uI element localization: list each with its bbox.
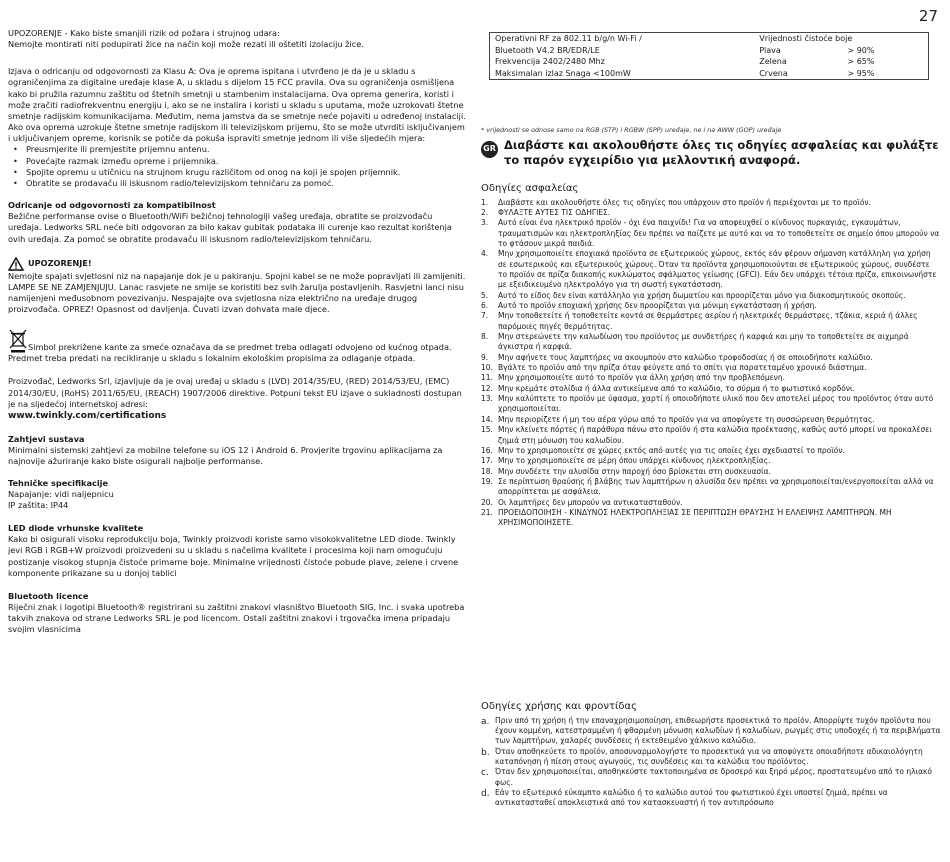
item-number: 1. bbox=[481, 197, 489, 207]
tech-line: Napajanje: vidi naljepnicu bbox=[8, 488, 114, 499]
item-number: 16. bbox=[481, 445, 493, 455]
list-item bbox=[481, 747, 941, 768]
item-number: d. bbox=[481, 789, 490, 799]
list-item bbox=[481, 249, 941, 290]
list-item bbox=[481, 788, 941, 809]
list-item: • Obratite se prodavaču ili iskusnom radio/televizijskom tehničaru za pomoć. bbox=[26, 178, 466, 189]
greek-heading bbox=[481, 138, 941, 167]
safety-list bbox=[481, 198, 941, 529]
item-number: 8. bbox=[481, 332, 489, 342]
list-item bbox=[481, 291, 941, 301]
list-item bbox=[481, 456, 941, 466]
item-text: Αυτό το προϊόν εποχιακή χρήσης δεν προορίζεται για μόνιμη εγκατάσταση ή χρήση. bbox=[498, 301, 817, 311]
list-item bbox=[481, 353, 941, 363]
item-number: 6. bbox=[481, 301, 489, 311]
list-item bbox=[481, 425, 941, 446]
measures-list bbox=[8, 144, 466, 189]
system-text: Minimalni sistemski zahtjevi za mobilne telefone su iOS 12 i Android 6. Provjerite trgovinu aplikacijama za najnovije ažuriranje kako biste osigurali najbolje performanse. bbox=[8, 445, 443, 467]
list-item bbox=[481, 373, 941, 383]
spec-cell: Frekvencija 2402/2480 Mhz bbox=[495, 57, 605, 67]
use-section bbox=[481, 700, 941, 809]
item-text: Μην τοποθετείτε ή τοποθετείτε κοντά σε θερμάστρες αερίου ή ηλεκτρικές θερμάστρες, τζάκια, κεριά ή άλλες παρόμοιες πηγές θερμότητας. bbox=[498, 311, 918, 331]
warning-intro-line: UPOZORENJE - Kako biste smanjili rizik od požara i strujnog udara: bbox=[8, 28, 280, 38]
item-text: Όταν αποθηκεύετε το προϊόν, αποσυναρμολογήστε το προσεκτικά για να αποφύγετε οποιαδήποτε αδικαιολόγητη καταπόνηση ή πίεση στους αγωγούς, τις συνδέσεις και τα καλώδια του προϊόντος. bbox=[495, 746, 923, 766]
warning-intro-line: Nemojte montirati niti podupirati žice na način koji može rezati ili oštetiti izolaciju žice. bbox=[8, 39, 364, 50]
item-text: Μην καλύπτετε το προϊόν με ύφασμα, χαρτί ή οποιοδήποτε υλικό που δεν αποτελεί μέρος του προϊόντος όταν αυτό χρησιμοποιείται. bbox=[498, 394, 934, 414]
item-number: 2. bbox=[481, 207, 489, 217]
item-text: ΦΥΛΑΞΤΕ ΑΥΤΕΣ ΤΙΣ ΟΔΗΓΙΕΣ. bbox=[498, 207, 611, 217]
purity-value: > 90% bbox=[847, 45, 875, 55]
item-number: 17. bbox=[481, 456, 493, 466]
list-item bbox=[481, 716, 941, 747]
item-text: Μην αφήνετε τους λαμπτήρες να ακουμπούν στο καλώδιο τροφοδοσίας ή σε οποιοδήποτε καλώδιο. bbox=[498, 352, 873, 362]
item-text: Μην το χρησιμοποιείτε σε χώρες εκτός από αυτές για τις οποίες έχει σχεδιαστεί το προϊόν. bbox=[498, 445, 845, 455]
warning-heading bbox=[8, 257, 466, 271]
item-number: 14. bbox=[481, 414, 493, 424]
page-number: 27 bbox=[918, 7, 938, 25]
item-number: c. bbox=[481, 768, 489, 779]
item-text: Μην χρησιμοποιείτε εποχιακά προϊόντα σε εξωτερικούς χώρους, εκτός εάν φέρουν σήμανση κατάλληλη για χρήση σε εσωτερικούς και εξωτερικούς χώρους. Όταν τα προϊόντα χρησιμοποιούνται σε εξωτερικούς χώρους, συνδέστε το προϊόν σε πρίζα διακοπής κυκλώματος σφάλματος γείωσης (GFCI). Εάν δεν υπάρχει τέτοια πρίζα, επικοινωνήστε με εξειδικευμένο ηλεκτρολόγο για τη σωστή εγκατάσταση. bbox=[498, 249, 937, 290]
purity-value: > 65% bbox=[847, 57, 875, 67]
spec-cell: Operativni RF za 802.11 b/g/n Wi-Fi / bbox=[495, 34, 642, 43]
list-item bbox=[481, 446, 941, 456]
bt-title: Bluetooth licence bbox=[8, 590, 89, 601]
compat-text: Bežične performanse ovise o Bluetooth/WiFi bežičnoj tehnologiji vašeg uređaja, obratite se proizvođaču uređaja. Ledworks SRL neće biti odgovoran za bilo kakav gubitak podataka ili curenje kao rezultat korištenja ovih uređaja. Za pomoć se obratite prodavaču ili iskusnom radio/televizijskom tehničaru. bbox=[8, 211, 452, 244]
greek-heading-text: Διαβάστε και ακολουθήστε όλες τις οδηγίες ασφαλείας και φυλάξτε το παρόν εγχειρίδιο για μελλοντική αναφορά. bbox=[504, 138, 939, 167]
item-text: Μην κρεμάτε στολίδια ή άλλα αντικείμενα από το καλώδιο, το σύρμα ή το φωτιστικό κορδόνι. bbox=[498, 383, 855, 393]
purity-color: Zelena bbox=[759, 57, 787, 67]
bt-text: Riječni znak i logotipi Bluetooth® registrirani su zaštitni znakovi vlasništvo Bluetooth SIG, Inc. i svaka upotreba takvih znakova od strane Ledworks SRL je pod licencom. Ostali zaštitni znakovi i trgovačka imena pripadaju svojim vlasnicima bbox=[8, 602, 465, 635]
item-text: Πριν από τη χρήση ή την επαναχρησιμοποίηση, επιθεωρήστε προσεκτικά το προϊόν. Απορρίψτε τυχόν προϊόντα που έχουν κομμένη, κατεστραμμένη ή φθαρμένη μόνωση καλωδίων ή καλωδίων, ρωγμές στις υποδοχές ή τα περιβλήματα των λαμπτήρων, χαλαρές συνδέσεις ή εκτεθειμένο χάλκινο καλώδιο. bbox=[495, 715, 941, 746]
list-item: • Spojite opremu u utičnicu na strujnom krugu različitom od onog na koji je spojen prijemnik. bbox=[26, 167, 466, 178]
item-number: 19. bbox=[481, 476, 493, 486]
item-text: Οι λαμπτήρες δεν μπορούν να αντικατασταθούν. bbox=[498, 497, 683, 507]
use-title: Οδηγίες χρήσης και φροντίδας bbox=[481, 701, 637, 712]
item-text: Μην συνδέετε την αλυσίδα στην παροχή όσο βρίσκεται στη συσκευασία. bbox=[498, 466, 772, 476]
table-footnote: * vrijednosti se odnose samo na RGB (STP) i RGBW (SPP) uređaje, ne i na AWW (GOP) uređaje bbox=[481, 126, 782, 134]
item-text: Βγάλτε το προϊόν από την πρίζα όταν φεύγετε από το σπίτι για παρατεταμένο χρονικό διάστημα. bbox=[498, 363, 867, 373]
warning-triangle-icon bbox=[8, 257, 24, 271]
list-item bbox=[481, 218, 941, 249]
item-text: Εάν το εξωτερικό εύκαμπτο καλώδιο ή το καλώδιο αυτού του φωτιστικού έχει υποστεί ζημιά, πρέπει να αντικατασταθεί αποκλειστικά από τον κατασκευαστή ή τον αντιπρόσωπο bbox=[495, 788, 888, 808]
left-column bbox=[8, 28, 466, 635]
conformity-text: Proizvođač, Ledworks Srl, izjavljuje da je ovaj uređaj u skladu s (LVD) 2014/35/EU, (RED) 2014/53/EU, (EMC) 2014/30/EU, (RoHS) 2011/65/EU, (REACH) 1907/2006 direktive. Potpuni tekst EU izjave o sukladnosti dostupan je na sljedećoj internetskoj adresi: bbox=[8, 376, 462, 409]
item-number: 9. bbox=[481, 352, 489, 362]
item-number: 13. bbox=[481, 394, 493, 404]
purity-color: Plava bbox=[759, 45, 781, 55]
list-item bbox=[481, 198, 941, 208]
item-text: Σε περίπτωση θραύσης ή βλάβης των λαμπτήρων η αλυσίδα δεν πρέπει να χρησιμοποιείται/ενεργοποιείται αλλά να απορρίπτεται με ασφάλεια. bbox=[498, 476, 934, 497]
item-text: Αυτό είναι ένα ηλεκτρικό προϊόν - όχι ένα παιχνίδι! Για να αποφευχθεί ο κίνδυνος πυρκαγιάς, εγκαυμάτων, τραυματισμών και ηλεκτροπληξίας δεν πρέπει να παίζετε με αυτό και να το τοποθετείτε σε σημείο όπου μπορούν να το φτάσουν μικρά παιδιά. bbox=[498, 218, 940, 248]
item-number: 4. bbox=[481, 249, 489, 259]
item-number: b. bbox=[481, 747, 490, 758]
certifications-link[interactable]: www.twinkly.com/certifications bbox=[8, 410, 167, 421]
list-item: • Preusmjerite ili premjestite prijemnu antenu. bbox=[26, 144, 466, 155]
item-text: Μην κλείνετε πόρτες ή παράθυρα πάνω στο προϊόν ή στα καλώδια προέκτασης, καθώς αυτό μπορεί να προκαλέσει ζημιά στη μόνωση του καλωδίου. bbox=[498, 425, 932, 445]
safety-title: Οδηγίες ασφαλείας bbox=[481, 183, 579, 194]
spec-table bbox=[489, 32, 929, 80]
list-item bbox=[481, 384, 941, 394]
purity-value: > 95% bbox=[847, 68, 875, 78]
purity-header: Vrijednosti čistoće boje bbox=[759, 34, 853, 43]
item-number: 18. bbox=[481, 466, 493, 476]
item-text: Όταν δεν χρησιμοποιείται, αποθηκεύστε τακτοποιημένα σε δροσερό και ξηρό μέρος, προστατευμένο από το ηλιακό φως. bbox=[495, 767, 933, 787]
safety-section bbox=[481, 182, 941, 529]
spec-cell: Maksimalan izlaz Snaga <100mW bbox=[495, 68, 631, 78]
item-number: 21. bbox=[481, 507, 493, 517]
use-list bbox=[481, 716, 941, 809]
list-item: • Povećajte razmak između opreme i prijemnika. bbox=[26, 156, 466, 167]
item-text: Μην χρησιμοποιείτε αυτό το προϊόν για άλλη χρήση από την προβλεπόμενη. bbox=[498, 373, 785, 383]
list-item bbox=[481, 498, 941, 508]
list-item bbox=[481, 208, 941, 218]
language-badge: GR bbox=[481, 141, 498, 158]
item-number: 11. bbox=[481, 373, 493, 383]
crossed-bin-icon bbox=[8, 329, 28, 353]
item-number: 15. bbox=[481, 425, 493, 435]
list-item bbox=[481, 767, 941, 788]
list-item bbox=[481, 332, 941, 353]
item-number: 10. bbox=[481, 363, 493, 373]
system-title: Zahtjevi sustava bbox=[8, 434, 85, 445]
tech-title: Tehničke specifikacije bbox=[8, 477, 108, 488]
list-item bbox=[481, 394, 941, 415]
item-number: 12. bbox=[481, 383, 493, 393]
item-number: 5. bbox=[481, 290, 489, 300]
list-item bbox=[481, 477, 941, 498]
item-number: 3. bbox=[481, 218, 489, 228]
compat-title: Odricanje od odgovornosti za kompatibilnost bbox=[8, 200, 216, 211]
list-item bbox=[481, 301, 941, 311]
led-text: Kako bi osigurali visoku reprodukciju boja, Twinkly proizvodi koriste samo visokokvalitetne LED diode. Twinkly jevi RGB i RGB+W proizvodi proizvedeni su u skladu s načelima kvalitete i procesima koji nam omogućuju postizanje visokog stupnja čistoće primarne boje. Minimalne vrijednosti čistoće pobude plave, zelene i crvene komponente prikazane su u donjoj tablici bbox=[8, 534, 459, 578]
tech-line: IP zaštita: IP44 bbox=[8, 499, 69, 510]
item-number: a. bbox=[481, 716, 490, 727]
list-item bbox=[481, 508, 941, 529]
item-number: 20. bbox=[481, 497, 493, 507]
item-text: Αυτό το είδος δεν είναι κατάλληλο για χρήση δωματίου και προορίζεται μόνο για διακοσμητικούς σκοπούς. bbox=[498, 290, 906, 300]
item-text: Μην το χρησιμοποιείτε σε μέρη όπου υπάρχει κίνδυνος ηλεκτροπληξίας. bbox=[498, 456, 771, 466]
warning-label: UPOZORENJE! bbox=[28, 258, 92, 269]
led-title: LED diode vrhunske kvalitete bbox=[8, 523, 144, 534]
item-number: 7. bbox=[481, 311, 489, 321]
item-text: Μην περιορίζετε ή μη του αέρα γύρω από το προϊόν για να αποφύγετε τη συσσώρευση θερμότητας. bbox=[498, 414, 875, 424]
item-text: Διαβάστε και ακολουθήστε όλες τις οδηγίες που υπάρχουν στο προϊόν ή περιέχονται με το προϊόν. bbox=[498, 197, 871, 207]
list-item bbox=[481, 311, 941, 332]
list-item bbox=[481, 467, 941, 477]
class-a-disclaimer: Izjava o odricanju od odgovornosti za Klasu A: Ova je oprema ispitana i utvrđeno je da je u skladu s ograničenjima za digitalne uređaje klase A, u skladu s dijelom 15 FCC pravila. Ova su ograničenja osmišljena kako bi pružila razumnu zaštitu od štetnih smetnji u stambenim instalacijama. Ova oprema generira, koristi i može zračiti radiofrekventnu energiju i, ako se ne instalira i koristi u skladu s uputama, može uzrokovati štetne smetnje radijskim komunikacijama. Međutim, nema jamstva da se smetnje neće pojaviti u određenoj instalaciji. Ako ova oprema uzrokuje štetne smetnje radijskom ili televizijskom prijemu, što se može utvrditi isključivanjem i uključivanjem opreme, korisnik se potiče da pokuša ispraviti smetnje jednom ili više sljedećih mjera: bbox=[8, 66, 466, 144]
weee-paragraph bbox=[8, 329, 466, 364]
list-item bbox=[481, 415, 941, 425]
spec-cell: Bluetooth V4.2 BR/EDR/LE bbox=[495, 45, 600, 55]
item-text: ΠΡΟΕΙΔΟΠΟΙΗΣΗ - ΚΙΝΔΥΝΟΣ ΗΛΕΚΤΡΟΠΛΗΞΙΑΣ ΣΕ ΠΕΡΙΠΤΩΣΗ ΘΡΑΥΣΗΣ Ή ΕΛΛΕΙΨΗΣ ΛΑΜΠΤΗΡΩΝ. ΜΗ ΧΡΗΣΙΜΟΠΟΙΗΣΕΤΕ. bbox=[498, 507, 892, 528]
purity-color: Crvena bbox=[759, 68, 788, 78]
item-text: Μην στερεώνετε την καλωδίωση του προϊόντος με συνδετήρες ή καρφιά και μην το τοποθετείτε σε αιχμηρά άγκιστρα ή καρφιά. bbox=[498, 332, 909, 352]
list-item bbox=[481, 363, 941, 373]
weee-text: Simbol prekrižene kante za smeće označava da se predmet treba odlagati odvojeno od kućnog otpada. Predmet treba predati na recikliranje u skladu s lokalnim ekološkim propisima za odlaganje otpada. bbox=[8, 342, 452, 364]
warning-text: Nemojte spajati svjetlosni niz na napajanje dok je u pakiranju. Spojni kabel se ne može popravljati ili zamijeniti. LAMPE SE NE ZAMJENJUJU. Lanac rasvjete ne smije se koristiti bez svih žarulja postavljenih. Rasvjetni lanci nisu namijenjeni međusobnom povezivanju. Nespajajte ova svjetlosna niza električno na uređaje drugog proizvođača. OPREZ! Opasnost od davljenja. Čuvati izvan dohvata male djece. bbox=[8, 270, 466, 315]
